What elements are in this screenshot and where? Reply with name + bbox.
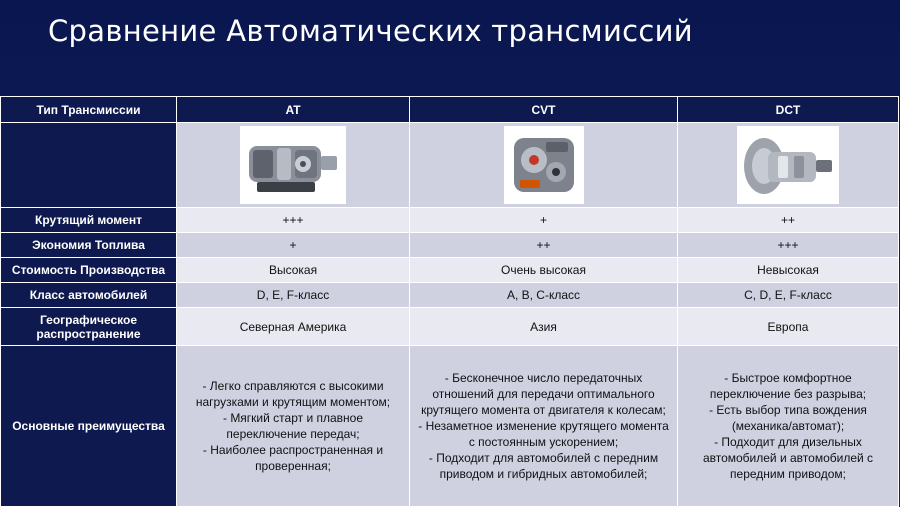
row-label-advantages: Основные преимущества	[1, 346, 177, 507]
cell-advantages-cvt	[410, 346, 678, 507]
advantage-item: - Быстрое комфортное переключение без разрыва;	[709, 371, 867, 401]
image-cell-dct	[678, 123, 899, 208]
advantage-item: - Есть выбор типа вождения (механика/автомат);	[709, 403, 867, 433]
advantage-item: - Незаметное изменение крутящего момента с постоянным ускорением;	[418, 419, 669, 449]
slide-title: Сравнение Автоматических трансмиссий	[48, 14, 693, 48]
header-label: Тип Трансмиссии	[1, 97, 177, 123]
row-production-cost	[1, 258, 899, 283]
image-row	[1, 123, 899, 208]
row-label-fuel-economy: Экономия Топлива	[1, 233, 177, 258]
cell-advantages-dct	[678, 346, 899, 507]
cell-fuel-at: +	[177, 233, 410, 258]
row-vehicle-class	[1, 283, 899, 308]
image-cell-at	[177, 123, 410, 208]
header-cvt: CVT	[410, 97, 678, 123]
cell-torque-dct: ++	[678, 208, 899, 233]
cell-fuel-dct: +++	[678, 233, 899, 258]
cell-advantages-at	[177, 346, 410, 507]
header-row	[1, 97, 899, 123]
cell-geo-cvt: Азия	[410, 308, 678, 346]
row-label-torque: Крутящий момент	[1, 208, 177, 233]
cell-class-cvt: A, B, C-класс	[410, 283, 678, 308]
cell-torque-at: +++	[177, 208, 410, 233]
cell-geo-dct: Европа	[678, 308, 899, 346]
comparison-table	[0, 96, 899, 507]
advantage-item: - Бесконечное число передаточных отношений для передачи оптимального крутящего момента от двигателя к колесам;	[421, 371, 666, 417]
header-at: AT	[177, 97, 410, 123]
advantage-item: - Подходит для автомобилей с передним приводом и гибридных автомобилей;	[428, 451, 659, 481]
row-geography	[1, 308, 899, 346]
row-fuel-economy	[1, 233, 899, 258]
cell-cost-dct: Невысокая	[678, 258, 899, 283]
dct-transmission-image	[737, 126, 839, 204]
advantage-item: - Легко справляются с высокими нагрузками и крутящим моментом;	[195, 379, 391, 409]
row-label-production-cost: Стоимость Производства	[1, 258, 177, 283]
automatic-transmission-image	[240, 126, 346, 204]
advantage-item: - Мягкий старт и плавное переключение передач;	[222, 411, 364, 441]
advantage-item: - Подходит для дизельных автомобилей и автомобилей с передним приводом;	[702, 435, 874, 481]
row-torque	[1, 208, 899, 233]
cvt-transmission-image	[504, 126, 584, 204]
cell-cost-at: Высокая	[177, 258, 410, 283]
cell-geo-at: Северная Америка	[177, 308, 410, 346]
image-cell-cvt	[410, 123, 678, 208]
row-label-vehicle-class: Класс автомобилей	[1, 283, 177, 308]
cell-class-dct: C, D, E, F-класс	[678, 283, 899, 308]
cell-torque-cvt: +	[410, 208, 678, 233]
advantage-item: - Наиболее распространенная и проверенная;	[202, 443, 384, 473]
cell-fuel-cvt: ++	[410, 233, 678, 258]
gearbox-dct-icon	[738, 128, 838, 202]
header-dct: DCT	[678, 97, 899, 123]
cell-cost-cvt: Очень высокая	[410, 258, 678, 283]
gearbox-cvt-icon	[506, 128, 582, 202]
cell-class-at: D, E, F-класс	[177, 283, 410, 308]
row-advantages	[1, 346, 899, 507]
image-row-label	[1, 123, 177, 208]
row-label-geography: Географическое распространение	[1, 308, 177, 346]
gearbox-at-icon	[243, 128, 343, 202]
